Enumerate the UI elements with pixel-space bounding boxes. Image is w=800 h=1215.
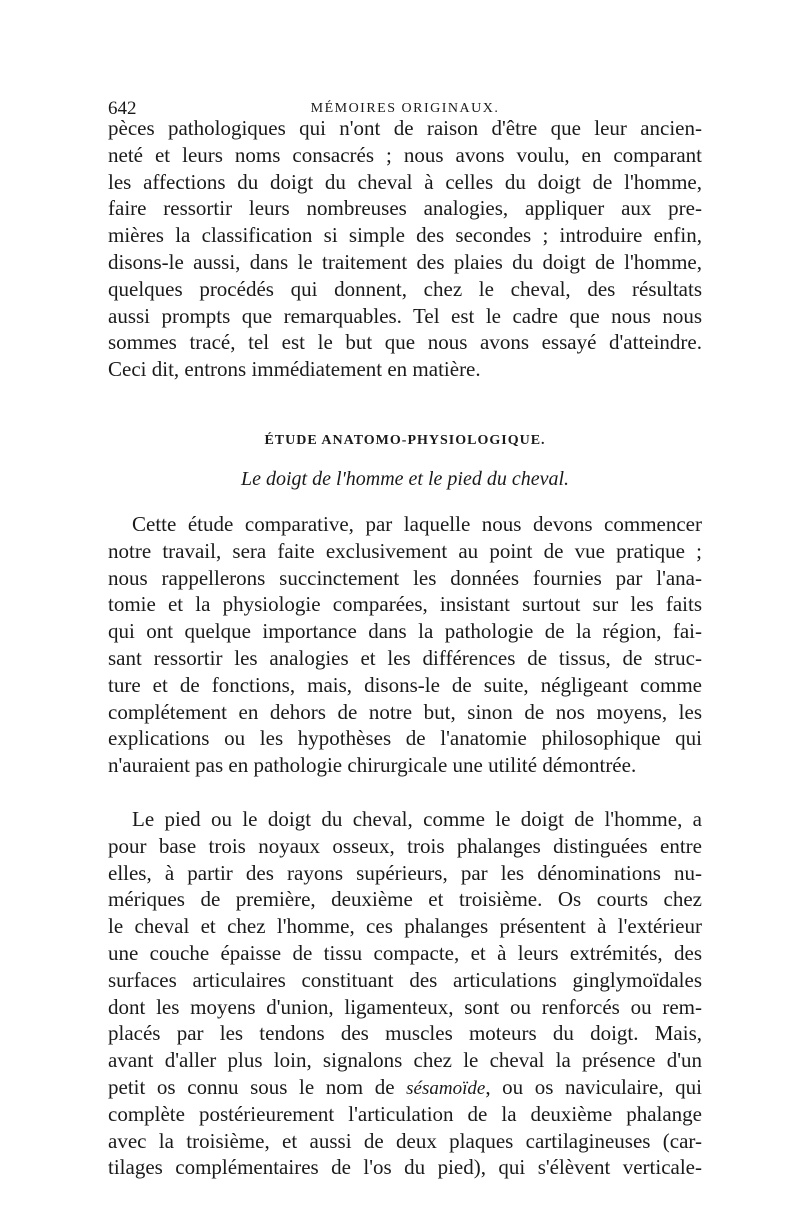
- text-line: elles, à partir des rayons supérieurs, par les dénominations nu-: [108, 860, 702, 885]
- text-line: sommes tracé, tel est le but que nous avons essayé d'atteindre.: [108, 330, 702, 355]
- text-line: faire ressortir leurs nombreuses analogies, appliquer aux pre-: [108, 196, 702, 221]
- text-line: pour base trois noyaux osseux, trois phalanges distinguées entre: [108, 833, 702, 858]
- text-line: placés par les tendons des muscles moteurs du doigt. Mais,: [108, 1021, 702, 1046]
- text-line: avec la troisième, et aussi de deux plaques cartilagineuses (car-: [108, 1128, 702, 1153]
- text-line: aussi prompts que remarquables. Tel est le cadre que nous nous: [108, 303, 702, 328]
- text-line: tomie et la physiologie comparées, insistant surtout sur les faits: [108, 592, 702, 617]
- page-number: 642: [108, 98, 137, 119]
- paragraph-3: [108, 806, 702, 1181]
- section-heading: ÉTUDE ANATOMO-PHYSIOLOGIQUE.: [264, 433, 546, 448]
- text-line: Ceci dit, entrons immédiatement en matière.: [108, 357, 481, 382]
- text-line: notre travail, sera faite exclusivement au point de vue pratique ;: [108, 538, 702, 563]
- text-line: les affections du doigt du cheval à celles du doigt de l'homme,: [108, 169, 702, 194]
- text-line: qui ont quelque importance dans la pathologie de la région, fai-: [108, 619, 702, 644]
- paragraph-2: [108, 511, 702, 779]
- text-line: le cheval et chez l'homme, ces phalanges présentent à l'extérieur: [108, 914, 702, 939]
- text-line: tilages complémentaires de l'os du pied), qui s'élèvent verticale-: [108, 1155, 702, 1180]
- text-line: Le pied ou le doigt du cheval, comme le doigt de l'homme, a: [132, 807, 702, 831]
- text-line: dont les moyens d'union, ligamenteux, sont ou renforcés ou rem-: [108, 994, 702, 1019]
- text-line: mériques de première, deuxième et troisième. Os courts chez: [108, 887, 702, 912]
- text-line: surfaces articulaires constituant des articulations ginglymoïdales: [108, 967, 702, 992]
- text-line: [108, 1074, 702, 1101]
- text-line: mières la classification si simple des secondes ; introduire enfin,: [108, 223, 702, 248]
- text-line: Cette étude comparative, par laquelle nous devons commencer: [132, 512, 702, 536]
- text-line: complète postérieurement l'articulation de la deuxième phalange: [108, 1101, 702, 1126]
- running-title: MÉMOIRES ORIGINAUX.: [310, 101, 500, 116]
- text-line: disons-le aussi, dans le traitement des plaies du doigt de l'homme,: [108, 249, 702, 274]
- text-segment: petit os connu sous le nom de: [108, 1074, 407, 1099]
- section-subtitle: Le doigt de l'homme et le pied du cheval.: [240, 468, 570, 490]
- text-line: neté et leurs noms consacrés ; nous avons voulu, en comparant: [108, 142, 702, 167]
- text-line: nous rappellerons succinctement les données fournies par l'ana-: [108, 565, 702, 590]
- text-line: ture et de fonctions, mais, disons-le de suite, négligeant comme: [108, 672, 702, 697]
- text-segment: , ou os naviculaire, qui: [485, 1074, 702, 1099]
- text-line: quelques procédés qui donnent, chez le cheval, des résultats: [108, 276, 702, 301]
- text-line: sant ressortir les analogies et les différences de tissus, de struc-: [108, 645, 702, 670]
- italic-term: sésamoïde: [406, 1077, 486, 1099]
- paragraph-1: [108, 115, 702, 383]
- text-line: n'auraient pas en pathologie chirurgicale une utilité démontrée.: [108, 753, 637, 778]
- text-line: pèces pathologiques qui n'ont de raison d'être que leur ancien-: [108, 116, 702, 140]
- text-line: explications ou les hypothèses de l'anatomie philosophique qui: [108, 726, 702, 751]
- text-line: complétement en dehors de notre but, sinon de nos moyens, les: [108, 699, 702, 724]
- text-line: avant d'aller plus loin, signalons chez le cheval la présence d'un: [108, 1048, 702, 1073]
- text-line: une couche épaisse de tissu compacte, et à leurs extrémités, des: [108, 940, 702, 965]
